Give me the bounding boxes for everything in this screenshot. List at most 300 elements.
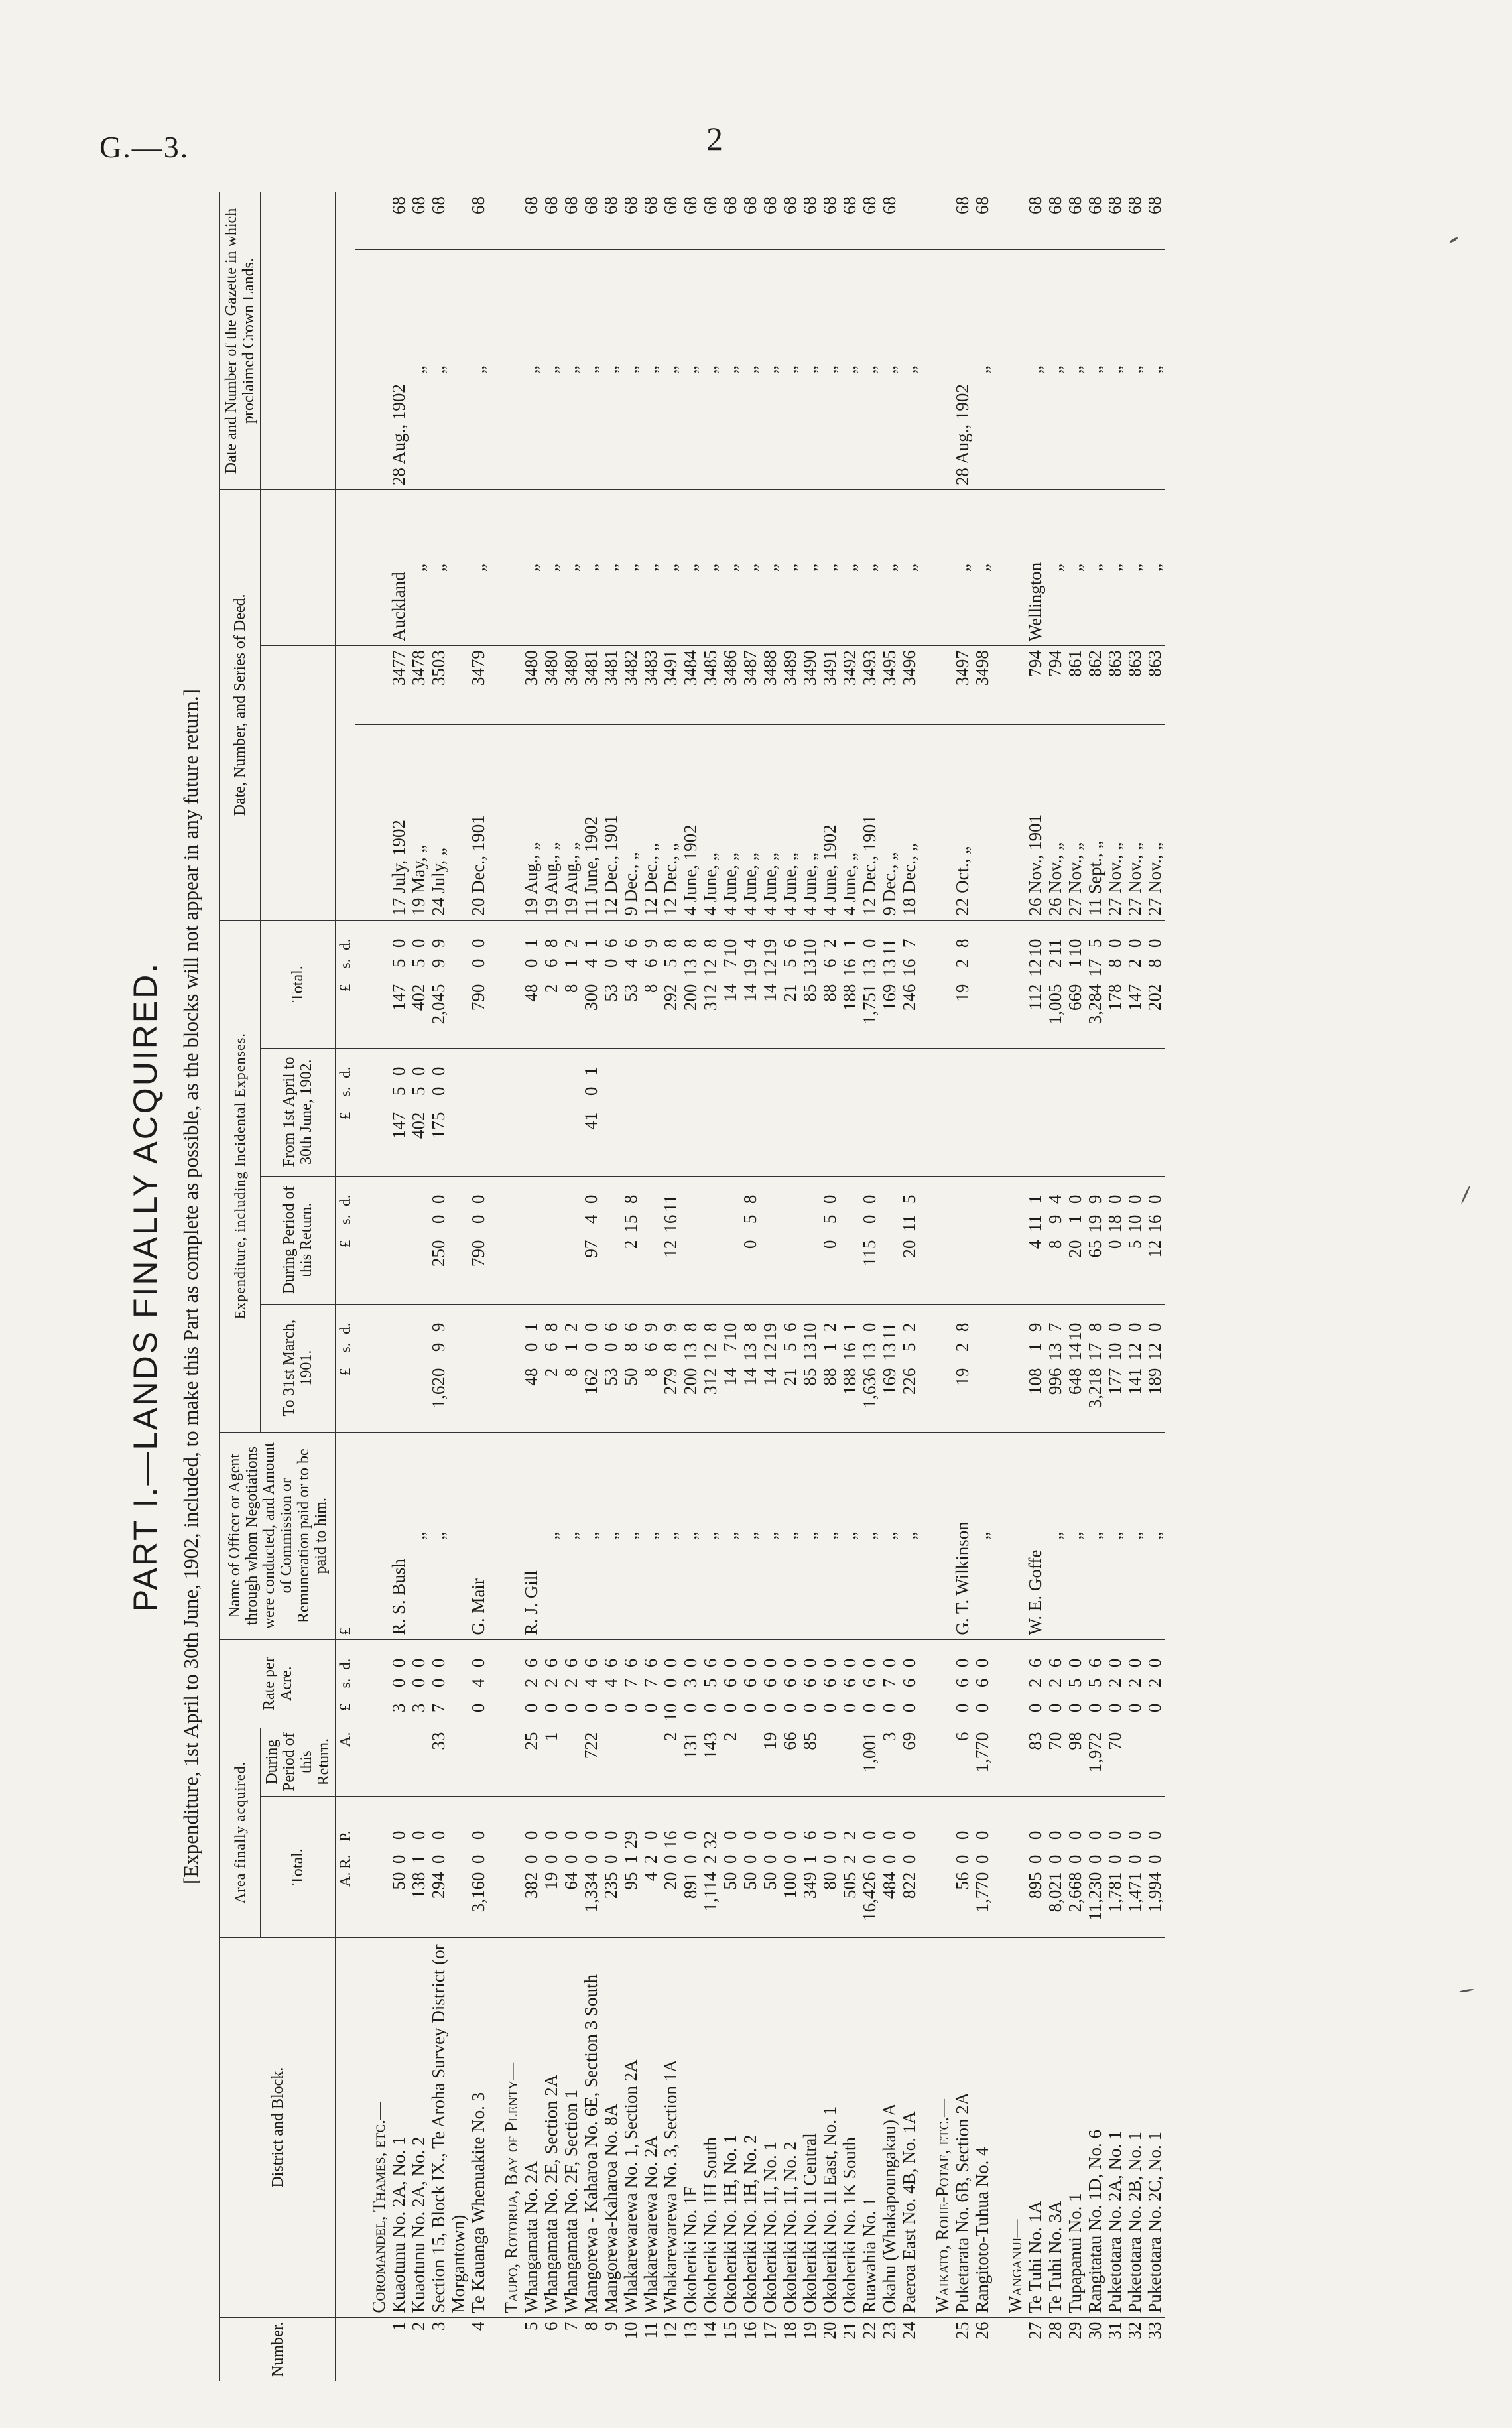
total-pence: 9 [641,938,661,948]
april-june-pounds: 41 [581,1112,601,1130]
deed-date: 26 Nov., „ [1045,842,1065,916]
col-area-group: Area finally acquired. [220,1728,261,1937]
area-acres: 64 [561,1872,581,1890]
officer-name: R. J. Gill [521,1570,541,1635]
district-group-heading [992,192,1025,2381]
gazette-number: 68 [601,196,621,214]
total-pence: 10 [1025,938,1045,957]
gazette-date: „ [1125,365,1145,374]
area-roods: 0 [760,1854,780,1864]
during-pence: 4 [1045,1194,1065,1204]
row-number: 12 [661,2321,680,2340]
gazette-date: „ [972,365,992,374]
total-shillings: 13 [879,958,899,977]
rate-pounds: 0 [859,1703,879,1713]
total-pence: 8 [541,938,561,948]
during-shillings: 19 [1085,1214,1105,1233]
col-area-period: During Period of this Return. [261,1728,336,1796]
during-pounds: 4 [1025,1240,1045,1249]
area-perches: 0 [541,1830,561,1840]
area-roods: 0 [1025,1854,1045,1864]
to-march-shillings: 12 [700,1342,720,1361]
to-march-pence: 2 [561,1322,581,1332]
april-june-pence: 1 [581,1066,601,1076]
total-shillings: 5 [409,958,428,968]
during-pence: 0 [859,1194,879,1204]
area-perches: 0 [1085,1830,1105,1840]
officer-name: „ [899,1531,919,1540]
rate-pence: 6 [541,1658,561,1668]
rate-shillings: 4 [601,1678,621,1688]
during-pounds: 12 [661,1240,680,1258]
area-roods: 0 [952,1854,972,1864]
rate-pounds: 0 [720,1703,740,1713]
deed-number: 861 [1065,650,1085,677]
table-row [800,192,820,2381]
during-pounds: 65 [1085,1240,1105,1258]
row-number: 11 [641,2321,661,2339]
total-shillings: 0 [601,958,621,968]
area-acres: 891 [680,1872,700,1899]
to-march-pence: 6 [601,1322,621,1332]
area-perches: 0 [952,1830,972,1840]
during-pounds: 250 [428,1240,448,1267]
area-roods: 0 [428,1854,448,1864]
area-acres: 1,334 [581,1872,601,1913]
rate-pence: 6 [641,1658,661,1668]
table-row [389,192,409,2381]
gazette-date: „ [621,365,641,374]
officer-name: „ [541,1531,561,1540]
to-march-pounds: 14 [720,1368,740,1386]
rate-shillings: 0 [409,1678,428,1688]
rate-pence: 0 [952,1658,972,1668]
block-name: Ruawahia No. 1 [859,2197,879,2313]
deed-series: „ [468,564,488,572]
col-district: District and Block. [220,1937,336,2317]
during-shillings: 4 [581,1214,601,1224]
officer-name: „ [1045,1531,1065,1540]
block-name: Paeroa East No. 4B, No. 1A [899,2111,919,2313]
gazette-date: „ [521,365,541,374]
table-row [521,192,541,2381]
total-pence: 0 [389,938,409,948]
total-pounds: 19 [952,984,972,1002]
rate-pence: 0 [1125,1658,1145,1668]
rate-pence: 0 [972,1658,992,1668]
during-shillings: 1 [1065,1214,1085,1224]
total-pounds: 402 [409,984,428,1011]
rate-shillings: 6 [972,1678,992,1688]
area-roods: 0 [521,1854,541,1864]
to-march-pounds: 53 [601,1368,621,1386]
during-pounds: 5 [1125,1240,1145,1249]
gazette-date: „ [740,365,760,374]
area-perches: 0 [780,1830,800,1840]
rate-shillings: 2 [1145,1678,1165,1688]
to-march-pounds: 3,218 [1085,1368,1105,1409]
area-roods: 0 [740,1854,760,1864]
deed-date: 18 Dec., „ [899,843,919,916]
total-pounds: 21 [780,984,800,1002]
total-shillings: 9 [428,958,448,968]
area-perches: 0 [1045,1830,1065,1840]
area-perches: 0 [1145,1830,1165,1840]
total-pounds: 202 [1145,984,1165,1011]
to-march-shillings: 17 [1085,1342,1105,1361]
row-number: 30 [1085,2321,1105,2340]
table-row [760,192,780,2381]
rate-pounds: 0 [1065,1703,1085,1713]
during-pounds: 2 [621,1240,641,1249]
table-row [972,192,992,2381]
deed-number: 3491 [820,650,840,686]
rate-shillings: 2 [521,1678,541,1688]
rate-pence: 0 [720,1658,740,1668]
rate-shillings: 2 [1125,1678,1145,1688]
table-row [840,192,859,2381]
deed-date: 4 June, „ [760,852,780,916]
during-shillings: 11 [899,1214,919,1232]
gazette-number: 68 [1145,196,1165,214]
to-march-pounds: 1,620 [428,1368,448,1409]
group-heading-text: Waikato, Rohe-Potae, etc.— [932,2098,952,2313]
deed-number: 3481 [601,650,621,686]
area-period: 69 [899,1732,919,1750]
total-pence: 8 [952,938,972,948]
rate-pounds: 10 [661,1703,680,1722]
total-shillings: 6 [541,958,561,968]
deed-date: 27 Nov., „ [1125,842,1145,916]
to-march-shillings: 5 [899,1342,919,1352]
total-pounds: 85 [800,984,820,1002]
area-acres: 1,770 [972,1872,992,1913]
rate-pounds: 0 [800,1703,820,1713]
deed-series: „ [641,564,661,572]
units-row: A.R.P. A. £s.d. £ £s.d. £s.d. £s.d. £s.d. [336,192,356,2381]
row-number: 17 [760,2321,780,2340]
during-shillings: 0 [859,1214,879,1224]
gazette-number: 68 [1125,196,1145,214]
area-period: 1,001 [859,1732,879,1773]
deed-date: 4 June, „ [840,852,859,916]
gazette-number: 68 [1045,196,1065,214]
district-group-heading [488,192,521,2381]
table-row [1065,192,1085,2381]
gazette-number: 68 [1105,196,1125,214]
area-roods: 0 [780,1854,800,1864]
rate-pounds: 3 [409,1703,428,1713]
area-roods: 0 [1105,1854,1125,1864]
area-period: 70 [1045,1732,1065,1750]
during-shillings: 11 [1025,1214,1045,1232]
area-roods: 0 [899,1854,919,1864]
officer-name: „ [1065,1531,1085,1540]
officer-name: „ [409,1531,428,1540]
area-period: 722 [581,1732,601,1759]
deed-series: „ [1065,564,1085,572]
rate-pounds: 7 [428,1703,448,1713]
to-march-pounds: 14 [760,1368,780,1386]
block-name: Tupapanui No. 1 [1065,2193,1085,2313]
during-pounds: 0 [820,1240,840,1249]
table-row [700,192,720,2381]
area-perches: 0 [521,1830,541,1840]
gazette-date: „ [760,365,780,374]
area-perches: 6 [800,1830,820,1840]
area-perches: 0 [720,1830,740,1840]
row-number: 24 [899,2321,919,2340]
gazette-date: „ [820,365,840,374]
deed-series: „ [601,564,621,572]
total-pounds: 8 [641,984,661,993]
total-shillings: 17 [1085,958,1105,977]
to-march-pounds: 169 [879,1368,899,1395]
rate-shillings: 0 [389,1678,409,1688]
to-march-shillings: 1 [820,1342,840,1352]
area-roods: 0 [879,1854,899,1864]
officer-name: „ [561,1531,581,1540]
row-number: 26 [972,2321,992,2340]
block-name: Te Tuhi No. 3A [1045,2201,1065,2313]
total-shillings: 8 [1145,958,1165,968]
to-march-shillings: 6 [641,1342,661,1352]
area-roods: 0 [1145,1854,1165,1864]
gazette-number: 68 [641,196,661,214]
area-perches: 0 [879,1830,899,1840]
to-march-shillings: 16 [840,1342,859,1361]
table-row [820,192,840,2381]
total-pence: 2 [561,938,581,948]
to-march-pence: 9 [428,1322,448,1332]
total-pence: 11 [1045,938,1065,956]
rate-pence: 0 [859,1658,879,1668]
total-shillings: 16 [899,958,919,977]
col-exp-total: Total. [261,920,336,1048]
officer-name: „ [428,1531,448,1540]
row-number: 20 [820,2321,840,2340]
area-acres: 80 [820,1872,840,1890]
area-perches: 0 [428,1830,448,1840]
gazette-number: 68 [840,196,859,214]
to-march-shillings: 6 [541,1342,561,1352]
deed-date: 19 Aug., „ [541,842,561,916]
total-shillings: 2 [1045,958,1065,968]
page-label: G.—3. [99,130,190,164]
area-period: 83 [1025,1732,1045,1750]
area-roods: 0 [1125,1854,1145,1864]
deed-date: 12 Dec., „ [661,843,680,916]
gazette-number: 68 [541,196,561,214]
deed-date: 22 Oct., „ [952,846,972,916]
deed-series: „ [1145,564,1165,572]
rate-pence: 6 [1045,1658,1065,1668]
deed-series: „ [1045,564,1065,572]
gazette-number: 68 [952,196,972,214]
officer-name: „ [661,1531,680,1540]
gazette-date: „ [720,365,740,374]
rate-pence: 0 [800,1658,820,1668]
area-perches: 0 [899,1830,919,1840]
to-march-pounds: 108 [1025,1368,1045,1395]
rate-pounds: 0 [952,1703,972,1713]
to-march-pence: 0 [859,1322,879,1332]
rate-pounds: 0 [1125,1703,1145,1713]
to-march-pounds: 648 [1065,1368,1085,1395]
officer-name: „ [800,1531,820,1540]
deed-series: „ [541,564,561,572]
gazette-date: „ [1085,365,1105,374]
deed-date: 19 May, „ [409,844,428,916]
gazette-date: „ [428,365,448,374]
to-march-pence: 2 [820,1322,840,1332]
area-acres: 382 [521,1872,541,1899]
total-shillings: 8 [1105,958,1125,968]
rate-shillings: 5 [700,1678,720,1688]
block-name: Section 15, Block IX., Te Aroha Survey District (or Morgantown) [428,1944,468,2313]
gazette-date: „ [541,365,561,374]
rate-shillings: 6 [859,1678,879,1688]
area-acres: 19 [541,1872,561,1890]
area-acres: 1,114 [700,1872,720,1912]
total-pounds: 188 [840,984,859,1011]
april-june-pounds: 175 [428,1112,448,1139]
officer-name: „ [820,1531,840,1540]
rate-pounds: 0 [760,1703,780,1713]
rate-pounds: 0 [581,1703,601,1713]
total-shillings: 7 [720,958,740,968]
officer-name: „ [581,1531,601,1540]
deed-number: 3482 [621,650,641,686]
to-march-pence: 2 [899,1322,919,1332]
officer-name: „ [1125,1531,1145,1540]
during-pounds: 8 [1045,1240,1065,1249]
rate-pounds: 0 [840,1703,859,1713]
total-shillings: 13 [680,958,700,977]
deed-number: 794 [1045,650,1065,677]
deed-series: „ [972,564,992,572]
table-row [879,192,899,2381]
deed-series: „ [760,564,780,572]
total-shillings: 2 [1125,958,1145,968]
to-march-pounds: 312 [700,1368,720,1395]
area-acres: 1,994 [1145,1872,1165,1913]
deed-date: 4 June, 1902 [820,824,840,916]
rate-shillings: 0 [661,1678,680,1688]
paper-mark [1459,1988,1474,1993]
area-period: 1 [541,1732,561,1742]
deed-number: 3486 [720,650,740,686]
deed-number: 863 [1125,650,1145,677]
rate-pounds: 0 [621,1703,641,1713]
total-pounds: 246 [899,984,919,1011]
officer-name: „ [859,1531,879,1540]
deed-date: 24 July, „ [428,848,448,916]
to-march-pounds: 50 [621,1368,641,1386]
area-acres: 294 [428,1872,448,1899]
total-shillings: 5 [389,958,409,968]
rate-shillings: 7 [641,1678,661,1688]
block-name: Rangitatau No. 1D, No. 6 [1085,2129,1105,2313]
row-number: 31 [1105,2321,1125,2340]
col-deed: Date, Number, and Series of Deed. [220,490,261,921]
april-june-shillings: 5 [389,1086,409,1096]
deed-series: „ [740,564,760,572]
to-march-shillings: 13 [1045,1342,1065,1361]
area-period: 1,972 [1085,1732,1105,1773]
to-march-pounds: 162 [581,1368,601,1395]
rate-pence: 6 [1025,1658,1045,1668]
officer-name: G. Mair [468,1578,488,1635]
rate-shillings: 2 [1105,1678,1125,1688]
rate-shillings: 6 [899,1678,919,1688]
deed-number: 3480 [561,650,581,686]
officer-name: „ [780,1531,800,1540]
to-march-pounds: 226 [899,1368,919,1395]
table-row [561,192,581,2381]
rate-pence: 6 [561,1658,581,1668]
table-row [1145,192,1165,2381]
gazette-date: „ [780,365,800,374]
to-march-pounds: 200 [680,1368,700,1395]
to-march-pence: 1 [840,1322,859,1332]
row-number: 22 [859,2321,879,2340]
to-march-pounds: 14 [740,1368,760,1386]
deed-number: 3480 [541,650,561,686]
deed-date: 12 Dec., 1901 [859,815,879,916]
deed-series: „ [621,564,641,572]
area-period: 33 [428,1732,448,1750]
to-march-pence: 1 [521,1322,541,1332]
to-march-pence: 8 [1085,1322,1105,1332]
area-acres: 8,021 [1045,1872,1065,1913]
to-march-shillings: 13 [680,1342,700,1361]
total-shillings: 12 [1025,958,1045,977]
to-march-shillings: 10 [1105,1342,1125,1361]
april-june-pounds: 147 [389,1112,409,1139]
block-name: Whangamata No. 2F, Section 1 [561,2089,581,2313]
col-to-march: To 31st March, 1901. [261,1304,336,1432]
during-shillings: 18 [1105,1214,1125,1233]
area-perches: 0 [641,1830,661,1840]
deed-date: 4 June, „ [740,852,760,916]
total-pounds: 53 [621,984,641,1002]
col-number: Number. [220,2317,336,2381]
gazette-number: 68 [800,196,820,214]
area-period: 70 [1105,1732,1125,1750]
deed-date: 9 Dec., „ [621,852,641,916]
col-deed-date [261,646,336,921]
row-number: 9 [601,2321,621,2331]
area-period: 131 [680,1732,700,1759]
to-march-pence: 19 [760,1322,780,1341]
row-number: 18 [780,2321,800,2340]
table-row [952,192,972,2381]
gazette-date: „ [641,365,661,374]
area-acres: 100 [780,1872,800,1899]
to-march-pence: 11 [879,1322,899,1340]
area-roods: 0 [468,1854,488,1864]
group-heading-text: Wanganui— [1005,2219,1025,2313]
rotated-sheet [126,192,1293,2381]
total-pence: 9 [428,938,448,948]
rate-pence: 0 [780,1658,800,1668]
deed-series: „ [521,564,541,572]
area-perches: 16 [661,1830,680,1849]
area-acres: 2,668 [1065,1872,1085,1913]
deed-series: „ [820,564,840,572]
area-roods: 0 [561,1854,581,1864]
